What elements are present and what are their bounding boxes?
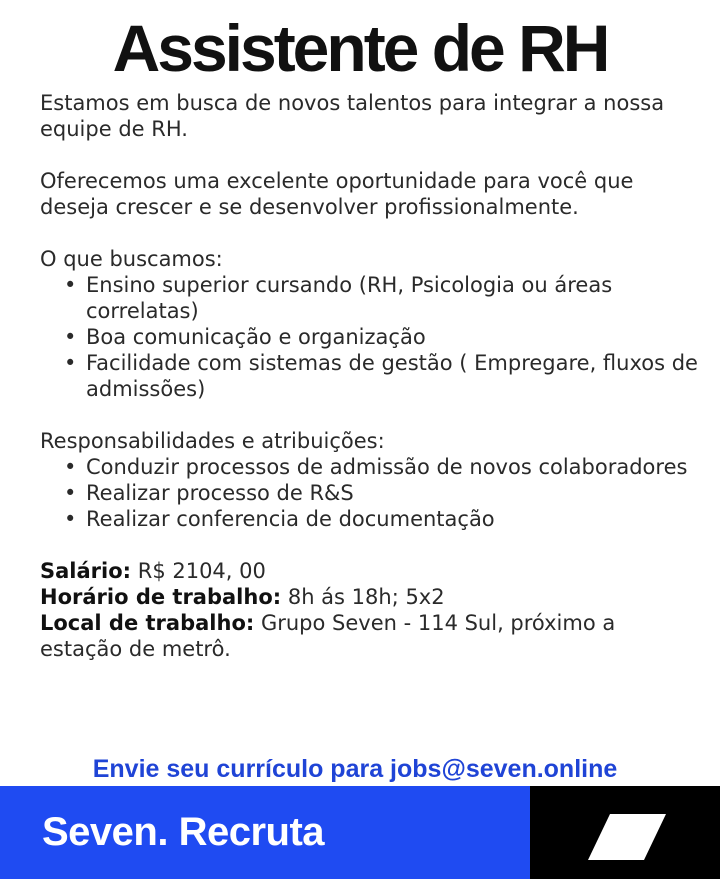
bullet-icon: •: [64, 481, 77, 505]
responsibility-text: Realizar conferencia de documentação: [86, 507, 495, 531]
requirements-heading: O que buscamos:: [40, 247, 223, 271]
list-item: [40, 272, 700, 324]
list-item: [40, 350, 700, 402]
brand-name: Seven. Recruta: [42, 810, 325, 854]
location-label: Local de trabalho:: [40, 611, 255, 635]
footer-banner: [0, 786, 720, 879]
requirement-text: Ensino superior cursando (RH, Psicologia ou áreas correlatas): [86, 273, 613, 323]
footer-brand-panel: [0, 786, 530, 879]
parallelogram-logo-icon: [588, 814, 666, 860]
hours-value: 8h ás 18h; 5x2: [281, 585, 445, 609]
requirements-list: [40, 272, 700, 402]
hours-label: Horário de trabalho:: [40, 585, 282, 609]
list-item: [40, 454, 700, 480]
list-item: [40, 324, 700, 350]
intro-paragraph: Estamos em busca de novos talentos para integrar a nossa equipe de RH.: [40, 91, 665, 141]
responsibilities-list: [40, 454, 700, 532]
salary-label: Salário:: [40, 559, 132, 583]
footer-logo-panel: [530, 786, 720, 879]
location-line: [40, 610, 700, 662]
responsibility-text: Realizar processo de R&S: [86, 481, 354, 505]
location-value: Grupo Seven - 114 Sul, próximo a estação de metrô.: [40, 611, 616, 661]
bullet-icon: •: [64, 351, 77, 375]
responsibility-text: Conduzir processos de admissão de novos colaboradores: [86, 455, 688, 479]
bullet-icon: •: [64, 455, 77, 479]
bullet-icon: •: [64, 507, 77, 531]
hours-line: [40, 584, 700, 610]
job-description: [40, 90, 700, 662]
offer-paragraph: Oferecemos uma excelente oportunidade para você que deseja crescer e se desenvolver profissionalmente.: [40, 169, 634, 219]
bullet-icon: •: [64, 325, 77, 349]
page-title: Assistente de RH: [112, 11, 608, 85]
responsibilities-heading: Responsabilidades e atribuições:: [40, 429, 385, 453]
requirement-text: Facilidade com sistemas de gestão ( Empregare, fluxos de admissões): [86, 351, 698, 401]
cta-text: Envie seu currículo para jobs@seven.online: [92, 755, 618, 783]
salary-value: R$ 2104, 00: [131, 559, 266, 583]
list-item: [40, 480, 700, 506]
bullet-icon: •: [64, 273, 77, 297]
list-item: [40, 506, 700, 532]
salary-line: [40, 558, 700, 584]
requirement-text: Boa comunicação e organização: [86, 325, 426, 349]
